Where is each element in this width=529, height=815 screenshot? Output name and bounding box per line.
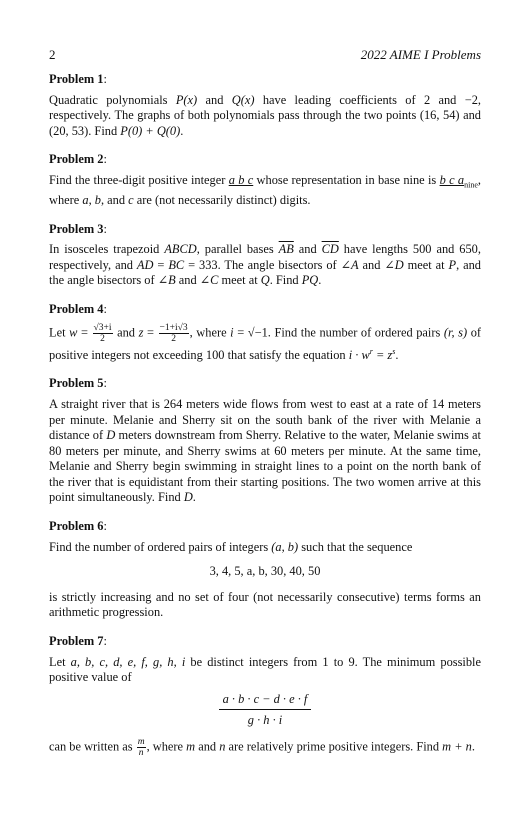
fraction-w: $\frac{√3+i}{2}$: [93, 322, 112, 344]
problem-text: Quadratic polynomials P(x) and Q(x) have leading coefficients of 2 and −2, respectively. The graphs of both polynomials pass through the two points (16, 54) and (20, 53). Find P(0) + Q(0).: [49, 92, 481, 138]
fraction-z: $\frac{-1+i√3}{2}$: [159, 322, 188, 344]
problem-5: [49, 376, 481, 506]
problem-heading: Problem 5:: [49, 376, 107, 391]
problem-text: A straight river that is 264 meters wide flows from west to east at a rate of 14 meters per minute. Melanie and Sherry sit on the south bank of the river with Melanie a distance of D meters downstream from Sherry. Relative to the water, Melanie swims at 80 meters per minute, and Sherry swims at 60 meters per minute. At the same time, Melanie and Sherry begin swimming in straight lines to a point on the north bank of the river that is equidistant from their starting positions. The two women arrive at this point simultaneously. Find D.: [49, 396, 481, 505]
document-title: 2022 AIME I Problems: [360, 47, 481, 62]
problem-heading: Problem 7:: [49, 634, 107, 649]
problem-text-continued: can be written as $\frac{m}{n}$ , where m and n are relatively prime positive integers. Find m + n.: [49, 737, 475, 758]
problem-text: Let a, b, c, d, e, f, g, h, i be distinct integers from 1 to 9. The minimum possible positive value of: [49, 654, 481, 685]
problem-text: Find the three-digit positive integer a b c whose representation in base nine is b c $a_{nine}$, where a, b, and c are (not necessarily distinct) digits.: [49, 172, 481, 208]
problem-text: Let w = $\frac{√3+i}{2}$ and z = $\frac{-1+i√3}{2}$ , where i = √−1. Find the number of ordered pairs (r, s) of positive integers not exceeding 100 that satisfy the equation $i \cdot w^r = z^s$.: [49, 322, 482, 362]
fraction-numerator: a · b · c − d · e · f: [219, 692, 312, 711]
display-fraction: [49, 692, 481, 729]
fraction-m-over-n: $\frac{m}{n}$: [137, 737, 145, 758]
problem-heading: Problem 4:: [49, 302, 107, 316]
problem-text-continued: is strictly increasing and no set of four (not necessarily consecutive) terms forms an arithmetic progression.: [49, 589, 481, 620]
problem-4: [49, 302, 481, 363]
page-number: 2: [49, 47, 56, 62]
problem-heading: Problem 1:: [49, 72, 107, 86]
problem-6: [49, 519, 481, 621]
problem-heading: Problem 3:: [49, 221, 107, 236]
problem-3: [49, 222, 481, 289]
problem-2: [49, 152, 481, 208]
problem-7: [49, 634, 481, 758]
problem-heading: Problem 2:: [49, 152, 107, 167]
sequence-display: 3, 4, 5, a, b, 30, 40, 50: [209, 564, 321, 579]
page-header: [49, 47, 481, 63]
page-content: [49, 72, 481, 771]
problem-heading: Problem 6:: [49, 519, 107, 534]
fraction-denominator: g · h · i: [247, 713, 283, 728]
problem-text: Find the number of ordered pairs of integers (a, b) such that the sequence: [49, 539, 413, 554]
problem-1: [49, 72, 481, 139]
problem-text: In isosceles trapezoid ABCD, parallel bases $\overline{AB}$ and $\overline{CD}$ have lengths 500 and 650, respectively, and AD = BC = 333. The angle bisectors of ∠A and ∠D meet at P, and the angle bisectors of ∠B and ∠C meet at Q. Find PQ.: [49, 242, 481, 288]
